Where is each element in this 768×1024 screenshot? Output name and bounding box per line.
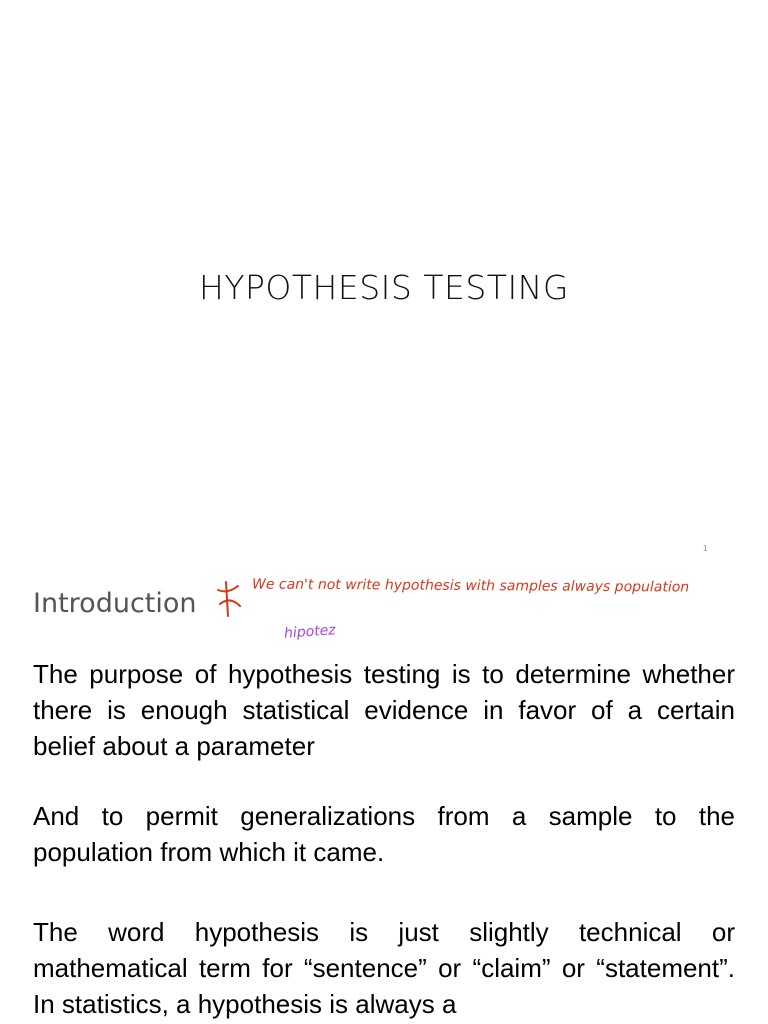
- paragraph-generalization: And to permit generalizations from a sample to the population from which it came.: [33, 801, 735, 867]
- paragraph-definition: The word hypothesis is just slightly technical or mathematical term for “sentence” or “claim” or “statement”. In statistics, a hypothesis is always a: [33, 917, 735, 1019]
- slide-title: HYPOTHESIS TESTING: [199, 268, 569, 307]
- section-heading: Introduction: [33, 588, 197, 619]
- paragraph-purpose: The purpose of hypothesis testing is to determine whether there is enough statistical evidence in favor of a certain belief about a parameter: [33, 659, 735, 761]
- handwritten-word: hipotez: [283, 622, 337, 642]
- asterisk-annotation-icon: [214, 580, 244, 620]
- page-number: 1: [703, 544, 708, 553]
- handwritten-note: We can't not write hypothesis with samples always population: [251, 576, 690, 596]
